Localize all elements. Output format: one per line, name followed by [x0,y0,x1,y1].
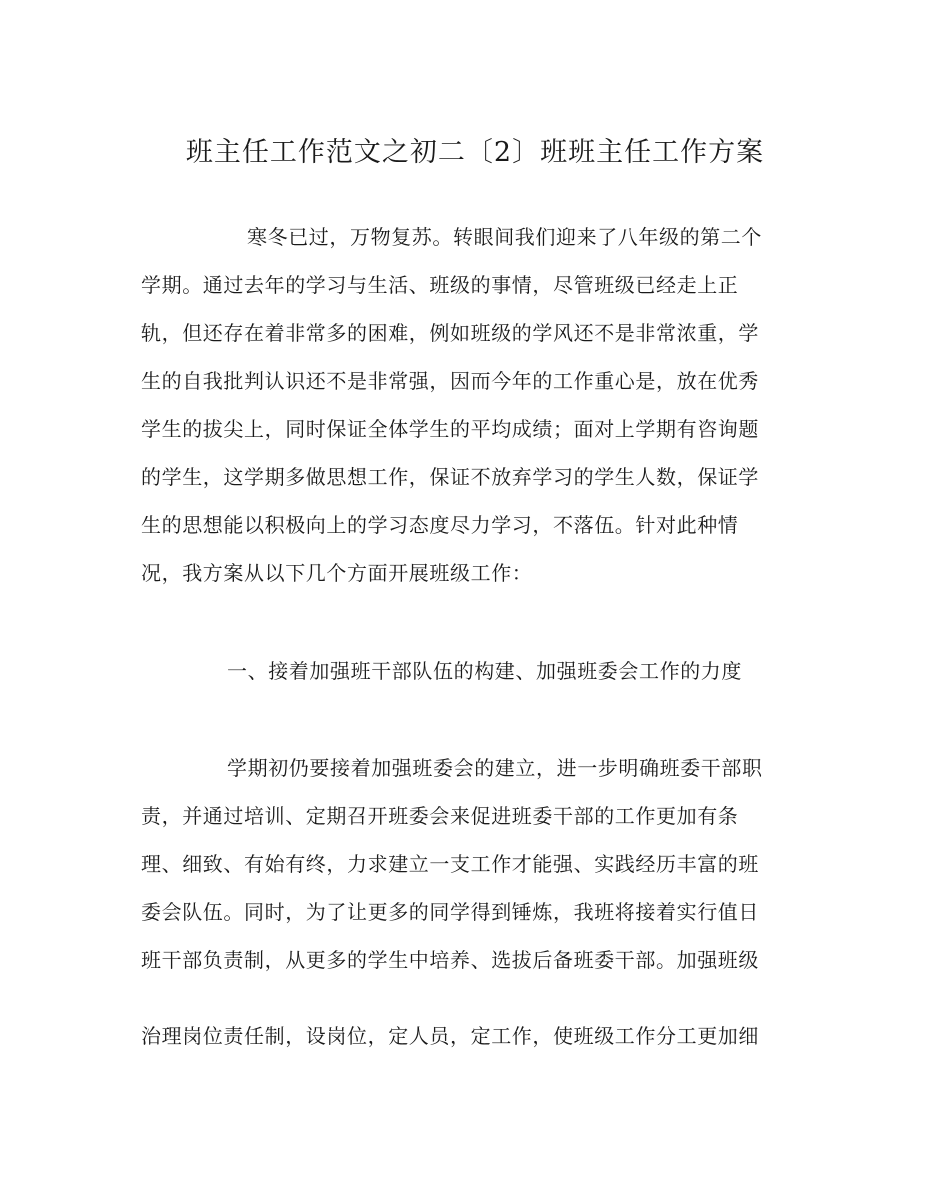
paragraph-line: 生的自我批判认识还不是非常强，因而今年的工作重心是，放在优秀 [141,369,759,393]
paragraph-line: 理、细致、有始有终，力求建立一支工作才能强、实践经历丰富的班 [141,852,759,876]
paragraph-line: 寒冬已过，万物复苏。转眼间我们迎来了八年级的第二个 [247,225,762,249]
paragraph-line: 委会队伍。同时，为了让更多的同学得到锤炼，我班将接着实行值日 [141,900,759,924]
paragraph-line: 轨，但还存在着非常多的困难，例如班级的学风还不是非常浓重，学 [141,321,759,345]
paragraph-line: 治理岗位责任制，设岗位，定人员，定工作，使班级工作分工更加细 [141,1024,759,1048]
paragraph-line: 学期。通过去年的学习与生活、班级的事情，尽管班级已经走上正 [141,273,739,297]
paragraph-line: 班干部负责制，从更多的学生中培养、选拔后备班委干部。加强班级 [141,948,759,972]
paragraph-line: 生的思想能以积极向上的学习态度尽力学习，不落伍。针对此种情 [141,513,739,537]
paragraph-line: 责，并通过培训、定期召开班委会来促进班委干部的工作更加有条 [141,804,739,828]
section-heading: 一、接着加强班干部队伍的构建、加强班委会工作的力度 [227,659,742,683]
paragraph-line: 学期初仍要接着加强班委会的建立，进一步明确班委干部职 [227,756,763,780]
paragraph-line: 学生的拔尖上，同时保证全体学生的平均成绩；面对上学期有咨询题 [141,417,759,441]
document-title: 班主任工作范文之初二〔2〕班班主任工作方案 [185,137,765,168]
paragraph-line: 况，我方案从以下几个方面开展班级工作： [141,561,533,585]
paragraph-line: 的学生，这学期多做思想工作，保证不放弃学习的学生人数，保证学 [141,465,759,489]
